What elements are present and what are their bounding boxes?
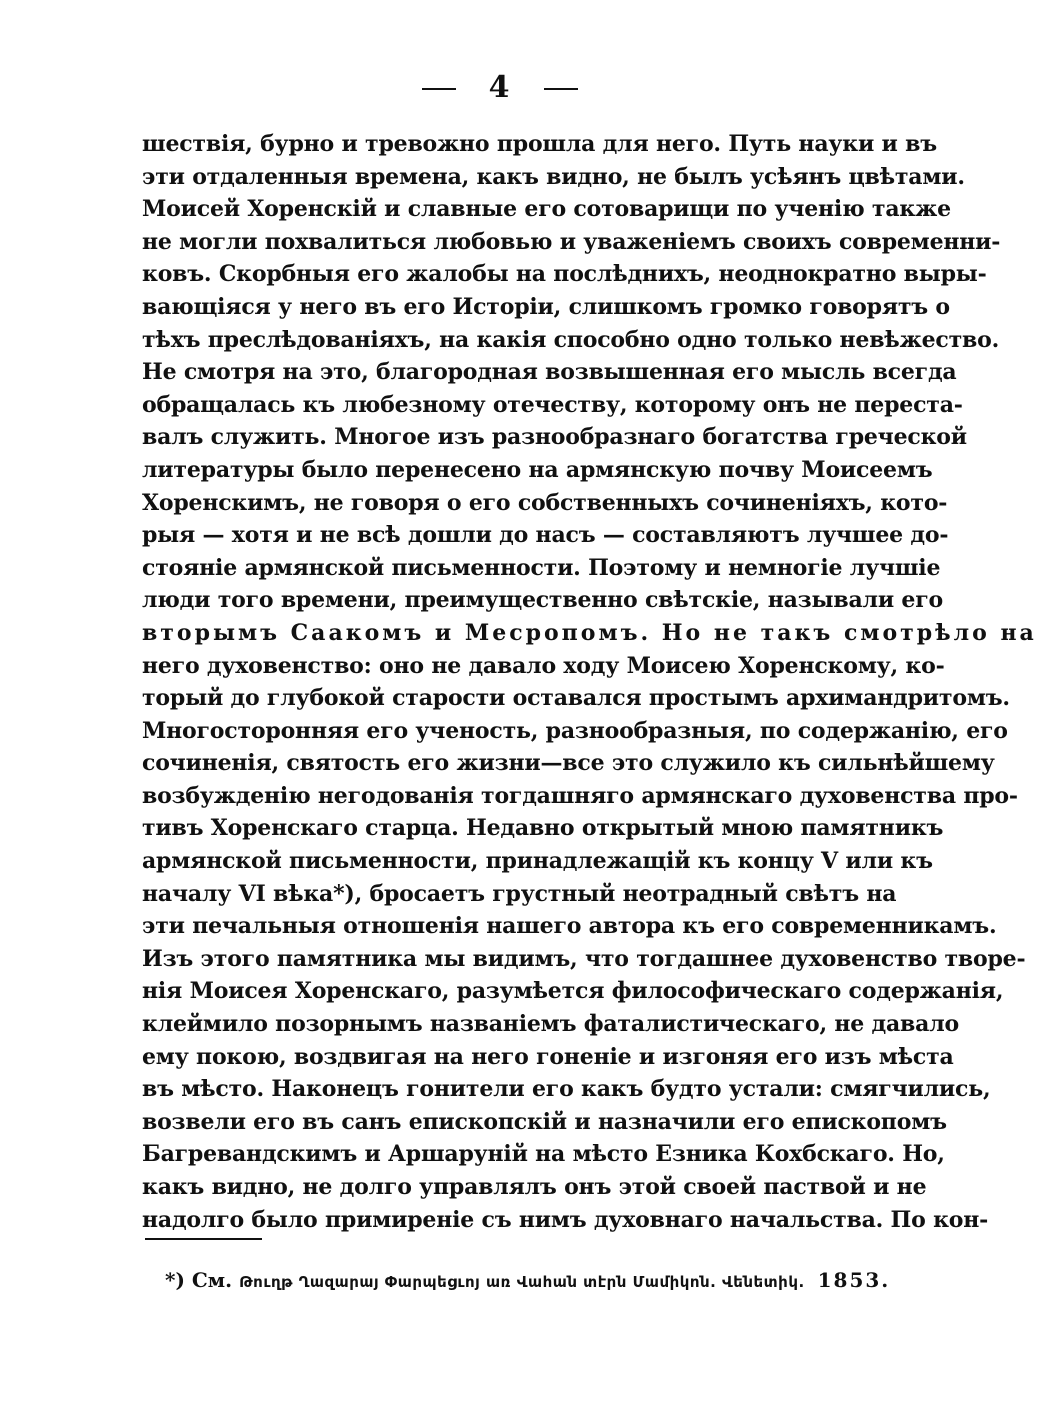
text-line: Моисей Хоренскій и славные его сотоварищи по ученію также (142, 196, 951, 223)
text-line: тѣхъ преслѣдованіяхъ, на какія способно одно только невѣжество. (142, 326, 1000, 353)
text-line: возбужденію негодованія тогдашняго армянскаго духовенства про- (142, 782, 1018, 809)
text-line: торый до глубокой старости оставался простымъ архимандритомъ. (142, 685, 1010, 712)
text-line: нія Моисея Хоренскаго, разумѣется философическаго содержанія, (142, 978, 1004, 1005)
body-text (142, 128, 1037, 1236)
text-line: ковъ. Скорбныя его жалобы на послѣднихъ, неоднократно выры- (142, 261, 987, 288)
text-line: вающіяся у него въ его Исторіи, слишкомъ громко говорятъ о (142, 293, 950, 320)
text-line: литературы было перенесено на армянскую почву Моисеемъ (142, 456, 933, 483)
text-line: рыя — хотя и не всѣ дошли до насъ — составляютъ лучшее до- (142, 522, 949, 549)
text-line: ему покою, воздвигая на него гоненіе и изгоняя его изъ мѣста (142, 1043, 954, 1070)
text-line: Багревандскимъ и Аршаруній на мѣсто Езника Кохбскаго. Но, (142, 1141, 945, 1168)
text-line: армянской письменности, принадлежащій къ концу V или къ (142, 848, 933, 875)
text-line: валъ служить. Многое изъ разнообразнаго богатства греческой (142, 424, 967, 451)
footnote-armenian-reference: Թուղթ Ղազարայ Փարպեցւոյ առ Վահան տէրն Մամիկոն. Վենետիկ. (239, 1273, 805, 1291)
text-line: возвели его въ санъ епископскій и назначили его епископомъ (142, 1108, 947, 1135)
page-header (0, 70, 1000, 105)
text-line: вторымъ Саакомъ и Месропомъ. Но не такъ смотрѣло на (142, 619, 1037, 646)
text-line: въ мѣсто. Наконецъ гонители его какъ будто устали: смягчились, (142, 1076, 991, 1103)
page-number: 4 (488, 70, 512, 105)
footnote-marker: *) (165, 1268, 185, 1292)
text-line: клеймило позорнымъ названіемъ фаталистическаго, не давало (142, 1011, 959, 1038)
text-line: тивъ Хоренскаго старца. Недавно открытый мною памятникъ (142, 815, 944, 842)
text-line: люди того времени, преимущественно свѣтскіе, называли его (142, 587, 943, 614)
footnote-divider (145, 1238, 262, 1240)
footnote-year: 1853. (817, 1268, 891, 1292)
header-dash-right (544, 88, 578, 90)
text-line: обращалась къ любезному отечеству, которому онъ не переста- (142, 391, 963, 418)
text-line: не могли похвалиться любовью и уваженіемъ своихъ современни- (142, 228, 1001, 255)
text-line: Изъ этого памятника мы видимъ, что тогдашнее духовенство творе- (142, 945, 1026, 972)
text-line: Многосторонняя его ученость, разнообразныя, по содержанію, его (142, 717, 1008, 744)
text-line: стояніе армянской письменности. Поэтому и немногіе лучшіе (142, 554, 941, 581)
text-line: эти печальныя отношенія нашего автора къ его современникамъ. (142, 913, 997, 940)
text-line: Хоренскимъ, не говоря о его собственныхъ сочиненіяхъ, кото- (142, 489, 948, 516)
text-line: какъ видно, не долго управлялъ онъ этой своей паствой и не (142, 1174, 927, 1200)
text-line: сочиненія, святость его жизни—все это служило къ сильнѣйшему (142, 750, 995, 777)
text-line: Не смотря на это, благородная возвышенная его мысль всегда (142, 359, 957, 386)
text-line: него духовенство: оно не давало ходу Моисею Хоренскому, ко- (142, 652, 945, 679)
footnote (165, 1268, 891, 1292)
text-line: эти отдаленныя времена, какъ видно, не былъ усѣянъ цвѣтами. (142, 163, 965, 190)
text-line: шествія, бурно и тревожно прошла для него. Путь науки и въ (142, 131, 937, 157)
footnote-abbr: См. (191, 1268, 233, 1292)
header-dash-left (422, 88, 456, 90)
text-line: началу VI вѣка*), бросаетъ грустный неотрадный свѣтъ на (142, 880, 897, 907)
text-line: надолго было примиреніе съ нимъ духовнаго начальства. По кон- (142, 1206, 989, 1233)
